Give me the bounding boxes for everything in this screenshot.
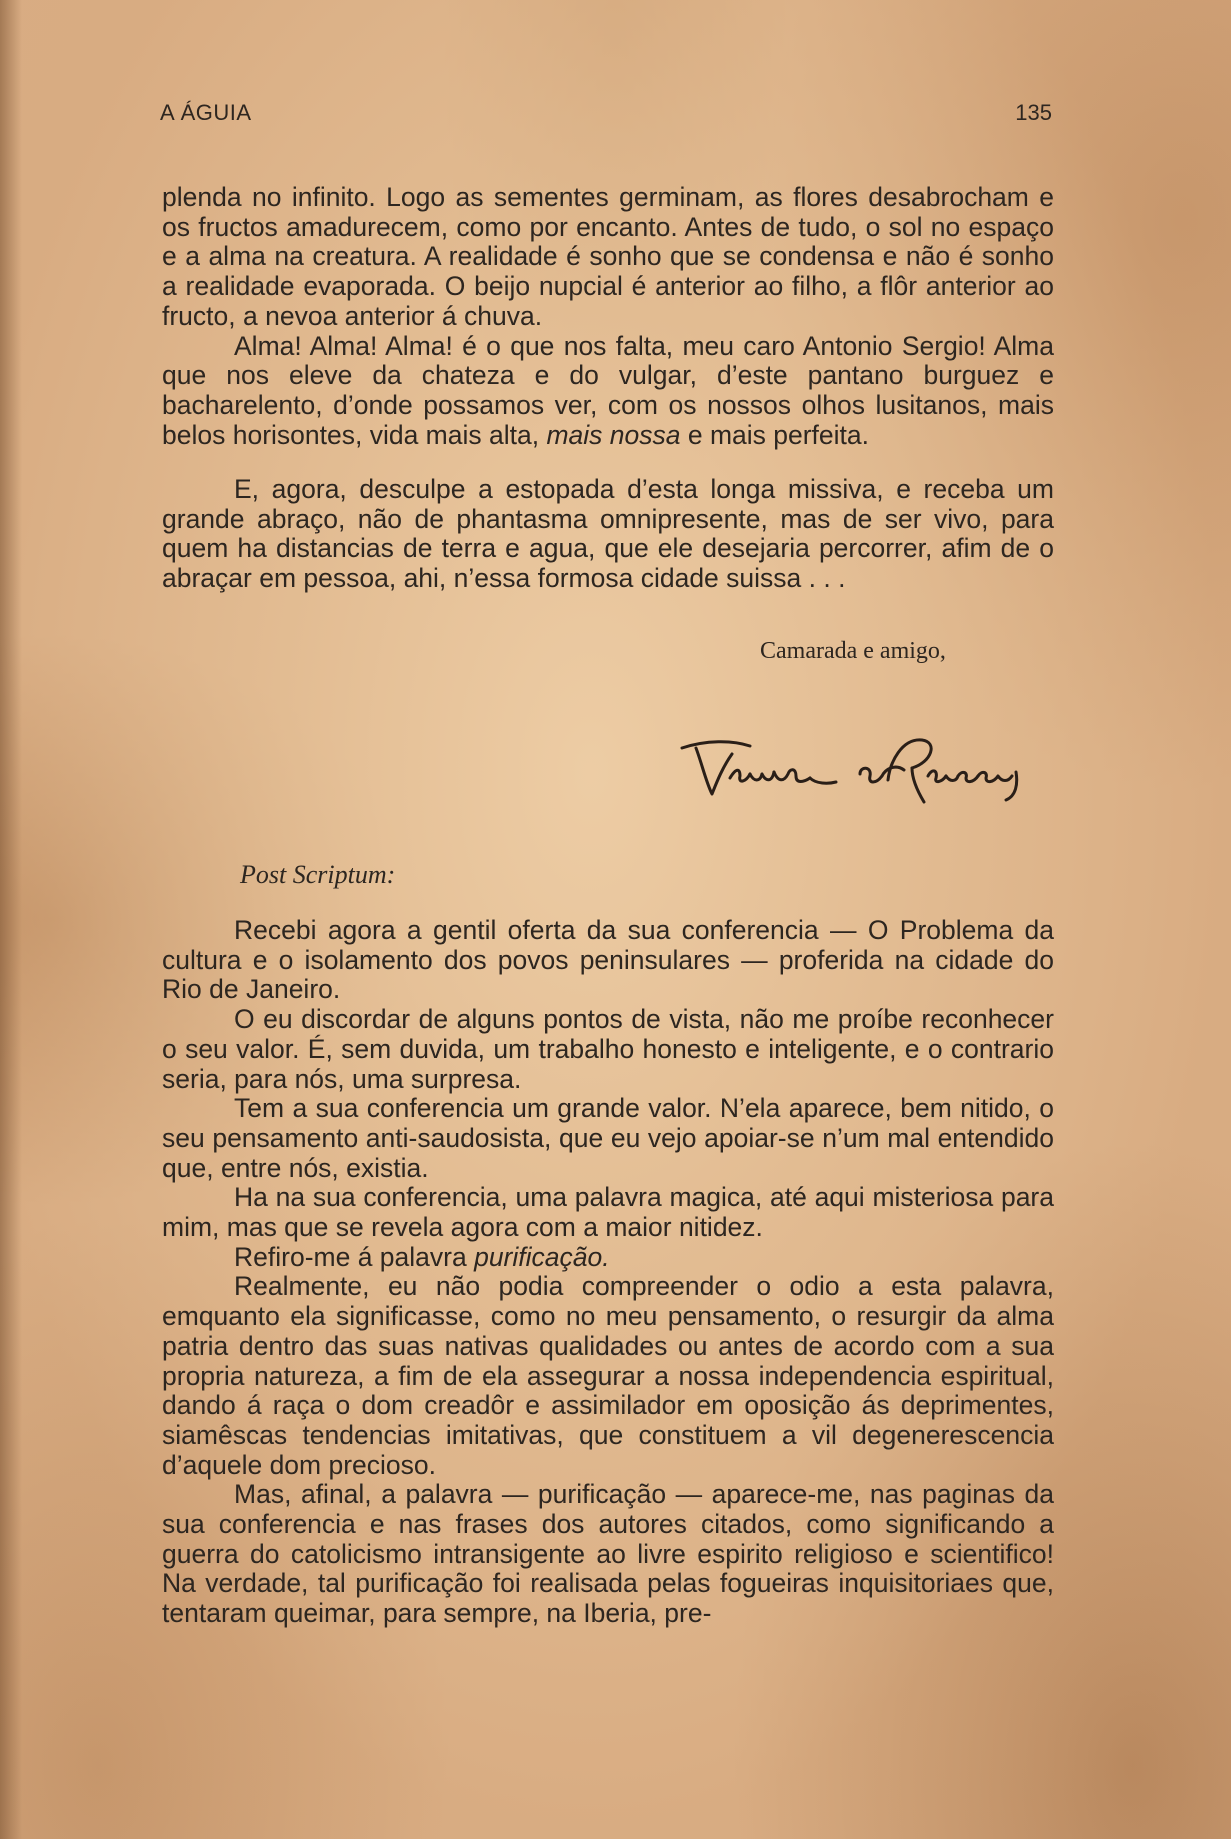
letter-farewell [162, 475, 1054, 594]
postscript-paragraph-4: Ha na sua conferencia, uma palavra magica, até aqui misteriosa para mim, mas que se revela agora com a maior nitidez. [162, 1182, 1054, 1243]
page-number: 135 [1015, 100, 1052, 125]
postscript-paragraph-5-text: Refiro-me á palavra [234, 1241, 475, 1272]
postscript-paragraph-7: Mas, afinal, a palavra — purificação — aparece-me, nas paginas da sua conferencia e nas frases dos autores citados, como significando a guerra do catolicismo intransigente ao livre espirito religioso e scientifico! Na verdade, tal purificação foi realisada pelas fogueiras inquisitoriaes que, tentaram queimar, para sempre, na Iberia, pre- [162, 1479, 1054, 1629]
emphasis-mais-nossa: mais nossa [546, 419, 681, 450]
postscript-paragraph-3: Tem a sua conferencia um grande valor. N’ela aparece, bem nitido, o seu pensamento anti-saudosista, que eu vejo apoiar-se n’um mal entendido que, entre nós, existia. [162, 1093, 1054, 1183]
signature-image [676, 732, 1056, 804]
running-header [160, 100, 1052, 130]
letter-paragraph-1: plenda no infinito. Logo as sementes germinam, as flores desabrocham e os fructos amadurecem, como por encanto. Antes de tudo, o sol no espaço e a alma na creatura. A realidade é sonho que se condensa e não é sonho a realidade evaporada. O beijo nupcial é anterior ao filho, a flôr anterior ao fructo, a nevoa anterior á chuva. [162, 182, 1054, 331]
page-spine-shadow [0, 0, 22, 1839]
letter-paragraph-2-text-a: Alma! Alma! Alma! é o que nos falta, meu caro Antonio Sergio! Alma que nos eleve da chateza e do vulgar, d’este pantano burguez e bacharelento, d’onde possamos ver, com os nossos olhos lusitanos, mais belos horisontes, vida mais alta, [162, 330, 1054, 450]
emphasis-purificacao: purificação. [474, 1241, 610, 1272]
postscript-paragraph-6: Realmente, eu não podia compreender o odio a esta palavra, emquanto ela significasse, como no meu pensamento, o resurgir da alma patria dentro das suas nativas qualidades ou antes de acordo com a sua propria natureza, a fim de ela assegurar a nossa independencia espiritual, dando á raça o dom creadôr e assimilador em oposição ás deprimentes, siamêscas tendencias imitativas, que constituem a vil degenerescencia d’aquele dom precioso. [162, 1271, 1054, 1480]
postscript-paragraph-5 [162, 1243, 1054, 1273]
letter-paragraph-2 [162, 332, 1054, 451]
postscript-label: Post Scriptum: [240, 860, 396, 889]
valediction: Camarada e amigo, [760, 638, 946, 664]
letter-body [162, 183, 1054, 450]
journal-title: A ÁGUIA [160, 100, 252, 125]
letter-paragraph-3: E, agora, desculpe a estopada d’esta longa missiva, e receba um grande abraço, não de phantasma omnipresente, mas de ser vivo, para quem ha distancias de terra e agua, que ele desejaria percorrer, afim de o abraçar em pessoa, ahi, n’essa formosa cidade suissa . . . [162, 474, 1054, 594]
handwritten-signature [676, 732, 1056, 804]
letter-paragraph-2-text-b: e mais perfeita. [680, 419, 870, 450]
postscript-paragraph-1: Recebi agora a gentil oferta da sua conferencia — O Problema da cultura e o isolamento dos povos peninsulares — proferida na cidade do Rio de Janeiro. [162, 915, 1054, 1005]
postscript-paragraph-2: O eu discordar de alguns pontos de vista, não me proíbe reconhecer o seu valor. É, sem duvida, um trabalho honesto e inteligente, e o contrario seria, para nós, uma surpresa. [162, 1004, 1054, 1094]
postscript-body [162, 916, 1054, 1629]
